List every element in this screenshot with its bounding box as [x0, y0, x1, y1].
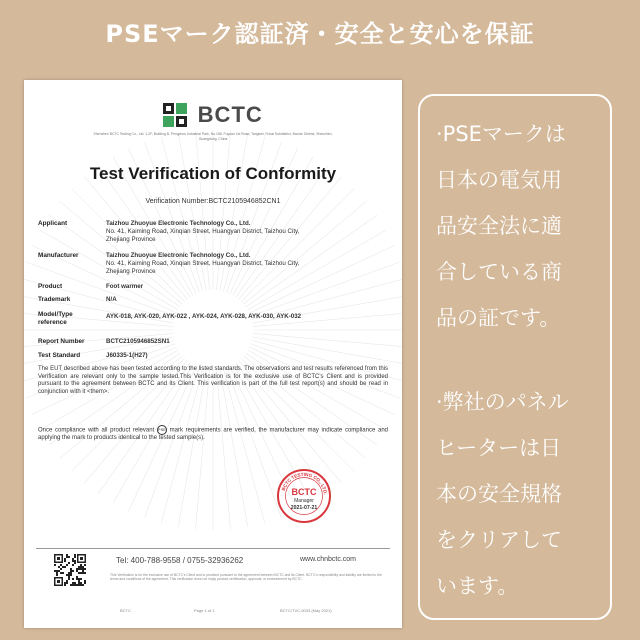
manufacturer-name: Taizhou Zhuoyue Electronic Technology Co., Ltd. — [106, 252, 251, 259]
paragraph-2-before: Once compliance with all product relevant — [38, 427, 155, 434]
paragraph-2-after: mark requirements are verified, the manufacturer may indicate compliance and applying the mark to products identical to the tested sample(s). — [38, 427, 388, 442]
applicant-address-2: Zhejiang Province — [106, 236, 156, 243]
model-value — [106, 313, 390, 321]
panel-line-10: います。 — [436, 574, 519, 598]
report-number-label: Report Number — [38, 338, 85, 345]
manufacturer-address-2: Zhejiang Province — [106, 268, 156, 275]
manufacturer-value — [106, 252, 390, 276]
panel-line-8: 本の安全規格 — [436, 482, 562, 506]
footer-form-code: BCTC/TVC-0033 (May 2021) — [280, 608, 332, 613]
official-stamp-icon — [276, 468, 332, 524]
product-value — [106, 283, 390, 291]
stamp-role: Manager — [294, 498, 314, 504]
product-value-text: Foot warmer — [106, 283, 144, 290]
panel-line-6: ·弊社のパネル — [436, 390, 569, 414]
stamp-center-text: BCTC — [291, 487, 317, 497]
conformity-paragraph-2 — [38, 425, 388, 443]
pse-mark-icon: PSE — [157, 425, 167, 435]
company-address: Shenzhen BCTC Testing Co., Ltd. 1-2F, Building B, Pengzhou Industrial Park, No.158, Fuyuan 1st Road, Tangwei, Fuhai Subdistrict, Bao'an District, Shenzhen, Guangdong, China — [93, 132, 333, 141]
certificate-document — [24, 80, 402, 628]
qr-code-icon — [54, 554, 86, 586]
trademark-label: Trademark — [38, 296, 71, 303]
contact-telephone: Tel: 400-788-9558 / 0755-32936262 — [116, 556, 244, 565]
model-value-text: AYK-018, AYK-020, AYK-022 , AYK-024, AYK-028, AYK-030, AYK-032 — [106, 313, 302, 320]
bctc-logo-text: BCTC — [197, 102, 263, 127]
banner-title: PSEマーク認証済・安全と安心を保証 — [105, 20, 535, 48]
test-standard-label: Test Standard — [38, 352, 81, 359]
fine-print: This Verification is for the exclusive use of BCTC's Client and is provided pursuant to the agreement between BCTC and its Client. BCTC's responsibility and liability are limited to the terms and conditions of the agreement. This verification does not imply product certification, approval, or endorsement by BCTC. — [110, 573, 382, 582]
trademark-value — [106, 296, 390, 304]
panel-line-4: 合している商 — [436, 260, 562, 284]
panel-line-5: 品の証です。 — [436, 306, 561, 330]
report-number-value — [106, 338, 390, 346]
verification-number: Verification Number:BCTC2105946852CN1 — [145, 198, 281, 205]
panel-line-2: 日本の電気用 — [436, 168, 562, 192]
test-standard-text: J60335-1(H27) — [106, 352, 148, 359]
bctc-logo-icon — [163, 103, 187, 127]
panel-line-9: をクリアして — [436, 528, 562, 552]
manufacturer-label: Manufacturer — [38, 252, 79, 259]
panel-line-1: ·PSEマークは — [436, 122, 566, 146]
panel-line-3: 品安全法に適 — [436, 214, 562, 238]
panel-line-7: ヒーターは日 — [436, 436, 562, 460]
applicant-address-1: No. 41, Kaiming Road, Xinqian Street, Huangyan District, Taizhou City, — [106, 228, 300, 235]
applicant-value — [106, 220, 390, 244]
website-link[interactable]: www.chnbctc.com — [300, 556, 357, 563]
product-label: Product — [38, 283, 63, 290]
conformity-paragraph-1: The EUT described above has been tested according to the listed standards. The observations and test results referenced from this Verification are relevant only to the sample tested.This Verification is for the exclusive use of BCTC's Client and is provided pursuant to the agreement between BCTC and its Client. This verification is part of the full test report(s) and should be read in conjunction with it <them>. — [38, 366, 388, 395]
footer-divider — [36, 548, 390, 549]
applicant-label: Applicant — [38, 220, 68, 227]
bctc-logo — [24, 102, 402, 128]
footer-page-number: Page 1 of 1 — [194, 608, 215, 613]
certificate-title: Test Verification of Conformity — [89, 164, 337, 183]
trademark-value-text: N/A — [106, 296, 117, 303]
model-label: Model/Type reference — [38, 311, 73, 326]
manufacturer-address-1: No. 41, Kaiming Road, Xinqian Street, Huangyan District, Taizhou City, — [106, 260, 300, 267]
stamp-date: 2021-07-21 — [290, 505, 318, 511]
test-standard-value — [106, 352, 390, 360]
stamp-ring-text: BCTC TESTING CO., LTD. — [280, 471, 328, 495]
applicant-name: Taizhou Zhuoyue Electronic Technology Co., Ltd. — [106, 220, 251, 227]
report-number-text: BCTC2105946852SN1 — [106, 338, 170, 345]
footer-company: BCTC — [120, 608, 131, 613]
